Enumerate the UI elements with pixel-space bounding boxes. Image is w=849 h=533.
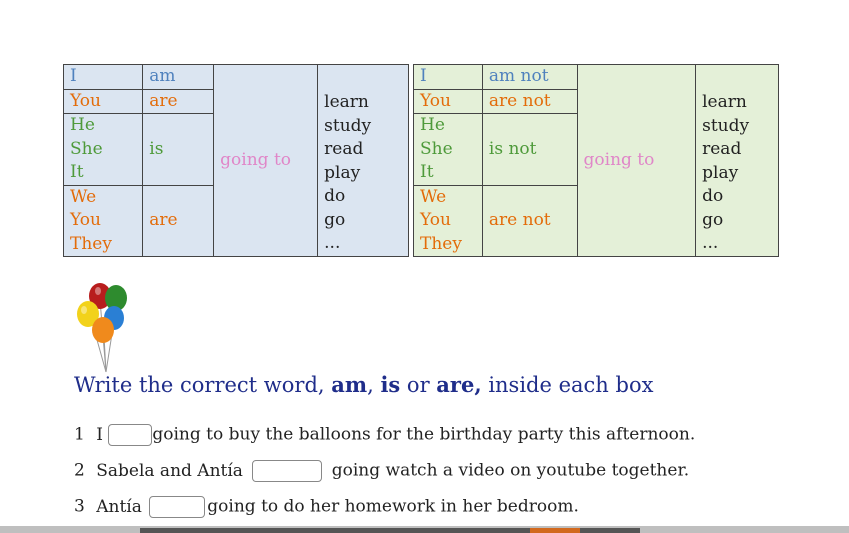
balloons-image — [72, 278, 136, 374]
answer-box[interactable] — [252, 460, 322, 482]
subject-cell: You — [414, 89, 483, 114]
subject-cell: I — [414, 65, 483, 90]
subject-cell: You — [64, 89, 143, 114]
bottom-accent — [530, 528, 580, 533]
actions-cell: learn study read play do go ... — [318, 65, 409, 257]
exercise-item — [74, 424, 695, 446]
exercise-item — [74, 460, 689, 482]
instruction-text: Write the correct word, am, is or are, inside each box — [74, 372, 654, 397]
subject-cell: We You They — [64, 185, 143, 257]
exercise-number: 1 — [74, 424, 85, 445]
verb-cell: am not — [482, 65, 577, 90]
verb-cell: are — [143, 185, 214, 257]
exercise-number: 2 — [74, 460, 85, 481]
exercise-subject: I — [96, 424, 103, 445]
subject-cell: He She It — [414, 114, 483, 186]
exercise-rest: going to buy the balloons for the birthday party this afternoon. — [152, 424, 696, 445]
subject-cell: He She It — [64, 114, 143, 186]
affirmative-table — [63, 64, 409, 257]
verb-cell: is — [143, 114, 214, 186]
verb-cell: is not — [482, 114, 577, 186]
answer-box[interactable] — [149, 496, 205, 518]
answer-box[interactable] — [108, 424, 152, 446]
verb-cell: are — [143, 89, 214, 114]
exercise-rest: going to do her homework in her bedroom. — [207, 496, 579, 517]
subject-cell: I — [64, 65, 143, 90]
verb-cell: are not — [482, 185, 577, 257]
exercise-item — [74, 496, 579, 518]
exercise-number: 3 — [74, 496, 85, 517]
going-to-cell: going to — [214, 65, 318, 257]
negative-table — [413, 64, 779, 257]
going-to-cell: going to — [577, 65, 696, 257]
exercise-rest: going watch a video on youtube together. — [331, 460, 690, 481]
subject-cell: We You They — [414, 185, 483, 257]
actions-cell: learn study read play do go ... — [696, 65, 779, 257]
verb-cell: are not — [482, 89, 577, 114]
exercise-subject: Antía — [96, 496, 142, 517]
exercise-subject: Sabela and Antía — [96, 460, 243, 481]
verb-cell: am — [143, 65, 214, 90]
